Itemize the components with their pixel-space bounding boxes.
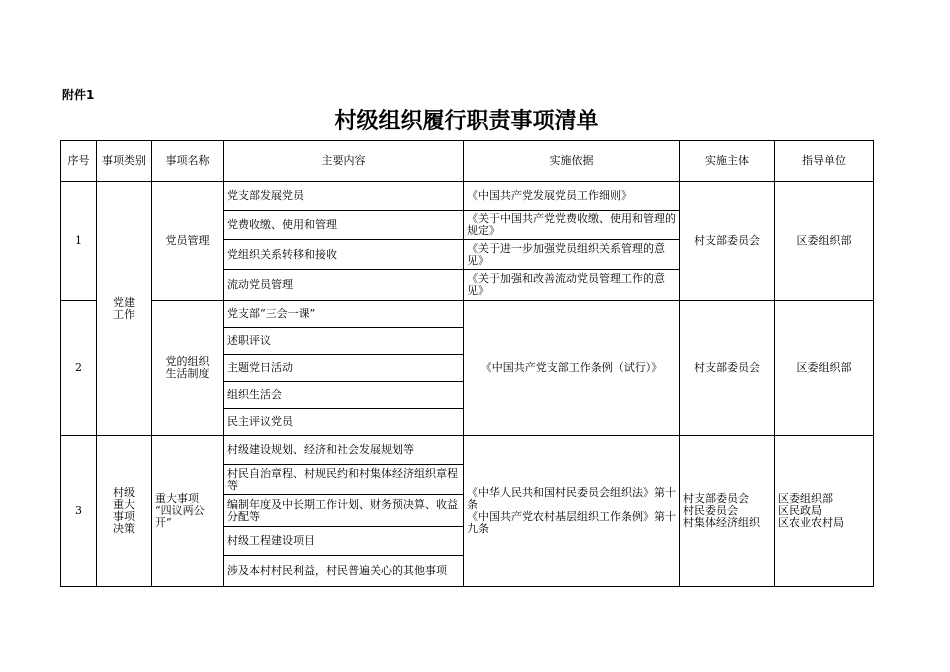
subject-cell: 村支部委员会 村民委员会 村集体经济组织	[680, 436, 775, 587]
table-row	[61, 182, 874, 211]
category-cell: 党建 工作	[97, 182, 152, 436]
seq-cell: 3	[61, 436, 97, 587]
table-row	[61, 301, 874, 328]
content-cell: 村民自治章程、村规民约和村集体经济组织章程等	[224, 465, 464, 495]
content-cell: 主题党日活动	[224, 355, 464, 382]
guide-cell: 区委组织部	[775, 301, 874, 436]
content-cell: 民主评议党员	[224, 409, 464, 436]
content-cell: 述职评议	[224, 328, 464, 355]
header-basis: 实施依据	[464, 141, 680, 182]
basis-cell: 《关于进一步加强党员组织关系管理的意见》	[464, 240, 680, 270]
table-row	[61, 436, 874, 465]
guide-cell: 区委组织部 区民政局 区农业农村局	[775, 436, 874, 587]
item-name-cell: 重大事项 “四议两公 开”	[152, 436, 224, 587]
content-cell: 组织生活会	[224, 382, 464, 409]
header-subject: 实施主体	[680, 141, 775, 182]
content-cell: 党费收缴、使用和管理	[224, 211, 464, 240]
header-seq: 序号	[61, 141, 97, 182]
subject-cell: 村支部委员会	[680, 301, 775, 436]
subject-cell: 村支部委员会	[680, 182, 775, 301]
header-guide: 指导单位	[775, 141, 874, 182]
basis-cell: 《中华人民共和国村民委员会组织法》第十条 《中国共产党农村基层组织工作条例》第十九条	[464, 436, 680, 587]
item-name-cell: 党的组织 生活制度	[152, 301, 224, 436]
item-name-cell: 党员管理	[152, 182, 224, 301]
content-cell: 流动党员管理	[224, 270, 464, 301]
content-cell: 村级建设规划、经济和社会发展规划等	[224, 436, 464, 465]
content-cell: 编制年度及中长期工作计划、财务预决算、收益分配等	[224, 495, 464, 527]
header-name: 事项名称	[152, 141, 224, 182]
basis-cell: 《关于中国共产党党费收缴、使用和管理的规定》	[464, 211, 680, 240]
basis-cell: 《关于加强和改善流动党员管理工作的意见》	[464, 270, 680, 301]
attachment-label: 附件1	[62, 88, 95, 102]
page-title: 村级组织履行职责事项清单	[334, 109, 599, 134]
content-cell: 党组织关系转移和接收	[224, 240, 464, 270]
header-content: 主要内容	[224, 141, 464, 182]
header-category: 事项类别	[97, 141, 152, 182]
seq-cell: 1	[61, 182, 97, 301]
duty-list-table	[60, 140, 874, 587]
content-cell: 涉及本村村民利益，村民普遍关心的其他事项	[224, 556, 464, 587]
basis-cell: 《中国共产党支部工作条例（试行）》	[464, 301, 680, 436]
basis-cell: 《中国共产党发展党员工作细则》	[464, 182, 680, 211]
content-cell: 党支部“三会一课”	[224, 301, 464, 328]
category-cell: 村级 重大 事项 决策	[97, 436, 152, 587]
guide-cell: 区委组织部	[775, 182, 874, 301]
content-cell: 党支部发展党员	[224, 182, 464, 211]
content-cell: 村级工程建设项目	[224, 527, 464, 556]
seq-cell: 2	[61, 301, 97, 436]
header-row	[61, 141, 874, 182]
